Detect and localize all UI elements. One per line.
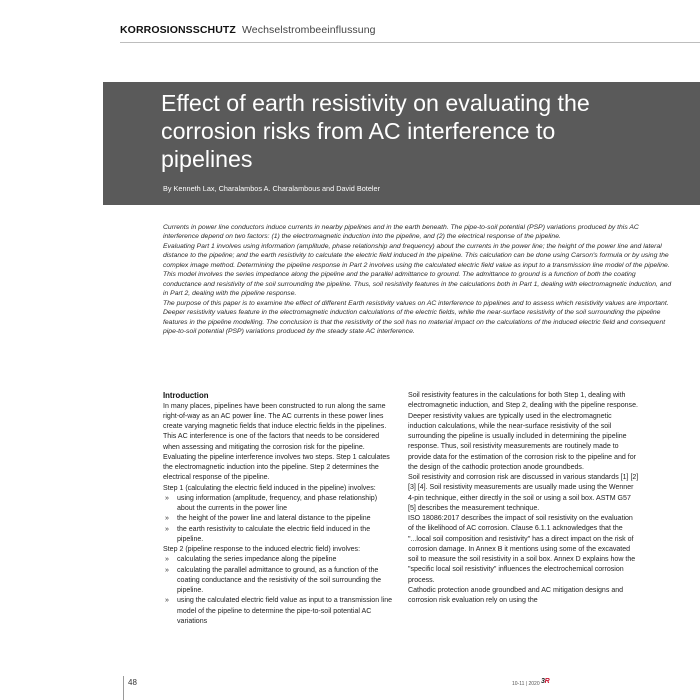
body-paragraph: Soil resistivity features in the calculations for both Step 1, dealing with electromagnetic induction, and Step 2, dealing with the pipeline response. (408, 392, 638, 410)
title-line: Effect of earth resistivity on evaluating the (161, 90, 590, 116)
header-topic: Wechselstrombeeinflussung (241, 24, 376, 36)
title-line: pipelines (161, 146, 253, 172)
article-authors: By Kenneth Lax, Charalambos A. Charalambous and David Boteler (163, 184, 381, 193)
list-item: » calculating the series impedance along the pipeline (163, 555, 393, 565)
section-heading-introduction: Introduction (163, 391, 209, 400)
logo-mark: 3 (541, 678, 545, 685)
body-paragraph: ISO 18086:2017 describes the impact of soil resistivity on the evaluation of the likelihood of AC corrosion. Clause 6.1.1 acknowledges that the "...local soil composition and resistivity" has a direct impact on the risk of corrosion damage. In Annex B it mentions using some of the excavated soil to measure the soil resistivity in a soil box. Annex D explains how the "specific local soil resistivity" influences the electrochemical corrosion process. (408, 515, 636, 584)
body-paragraph: Cathodic protection anode groundbed and AC mitigation designs and corrosion risk evaluation rely on using the (408, 586, 624, 604)
title-banner (103, 82, 700, 205)
page-number: 48 (128, 678, 137, 687)
abstract-paragraph: The purpose of this paper is to examine the effect of different Earth resistivity values on AC interference to pipelines and to assess which resistivity values are important. Deeper resistivity values feature in the electromagnetic induction calculations of the electric fields, while the near-surface resistivity of the soil surrounding the pipeline features in the pipeline modelling. The conclusion is that the resistivity of the soil has no material impact on the calculations of the induced electric field and consequent pipe-to-soil potential (PSP) variations produced by the steady state AC interference. (163, 299, 669, 335)
abstract (163, 223, 673, 336)
list-item: » calculating the parallel admittance to ground, as a function of the coating conductance and the resistivity of the soil surrounding the pipeline. (163, 566, 393, 597)
issue-label: 10-11 | 2020 (512, 681, 540, 687)
body-paragraph: Step 2 (pipeline response to the induced electric field) involves: (163, 546, 361, 553)
body-column-right (408, 391, 640, 606)
publisher-logo (541, 678, 549, 685)
list-item: » the height of the power line and lateral distance to the pipeline (163, 514, 393, 524)
body-paragraph: Soil resistivity and corrosion risk are discussed in various standards [1] [2] [3] [4]. Soil resistivity measurements are usually made using the Wenner 4-pin technique, either directly in the soil or using a soil box. ASTM G57 [5] describes the measurement technique. (408, 474, 639, 512)
body-paragraph: Deeper resistivity values are typically used in the electromagnetic induction calculations, while the near-surface resistivity of the soil surrounding the pipeline is usually included in determining the pipeline response. Thus, soil resistivity measurements are routinely made to provide data for the estimation of the corrosion risk to the pipeline and for the design of the cathodic protection anode groundbeds. (408, 412, 636, 471)
article-title (161, 89, 681, 173)
step1-list (163, 494, 393, 545)
abstract-paragraph: Evaluating Part 1 involves using information (amplitude, phase relationship and frequency) about the currents in the power line; the height of the power line and lateral distance to the pipeline; and the earth resistivity to calculate the electric field induced in the pipeline. This calculation can be done using Carson's formula or by using the complex image method. Determining the pipeline response in Part 2 involves using the calculated electric field value as input to a transmission line model of the pipeline. This model involves the series impedance along the pipeline and the parallel admittance to ground. The admittance to ground is a function of both the coating conductance and resistivity of the soil surrounding the pipeline. Thus, soil resistivity features in the calculations both in Part 1, dealing with electromagnetic induction, and in Part 2, dealing with the pipeline response. (163, 242, 672, 298)
list-item: » the earth resistivity to calculate the electric field induced in the pipeline. (163, 525, 393, 546)
step2-list (163, 555, 393, 627)
abstract-paragraph: Currents in power line conductors induce currents in nearby pipelines and in the earth beneath. The pipe-to-soil potential (PSP) variations produced by this AC interference depend on two factors: (1) the electromagnetic induction into the pipeline, and (2) the electrical response of the pipeline. (163, 224, 639, 241)
header-divider (120, 42, 700, 43)
title-line: corrosion risks from AC interference to (161, 118, 556, 144)
body-paragraph: Evaluating the pipeline interference involves two steps. Step 1 calculates the electromagnetic induction into the pipeline. Step 2 determines the electrical response of the pipeline. (163, 453, 390, 482)
logo-accent: R (544, 678, 550, 685)
footer-divider (123, 676, 124, 700)
body-column-left (163, 391, 393, 627)
list-item: » using the calculated electric field value as input to a transmission line model of the pipeline to determine the pipe-to-soil potential AC variations (163, 596, 393, 627)
body-paragraph: In many places, pipelines have been constructed to run along the same right-of-way as an AC power line. The AC currents in these power lines create varying magnetic fields that induce electric fields in the pipelines. This AC interference is one of the factors that needs to be considered when assessing and mitigating the corrosion risk for the pipeline. (163, 402, 387, 451)
body-paragraph: Step 1 (calculating the electric field induced in the pipeline) involves: (163, 484, 376, 492)
running-header (120, 24, 376, 36)
header-section: KORROSIONSSCHUTZ (120, 24, 236, 36)
list-item: » using information (amplitude, frequency, and phase relationship) about the currents in the power line (163, 494, 393, 515)
